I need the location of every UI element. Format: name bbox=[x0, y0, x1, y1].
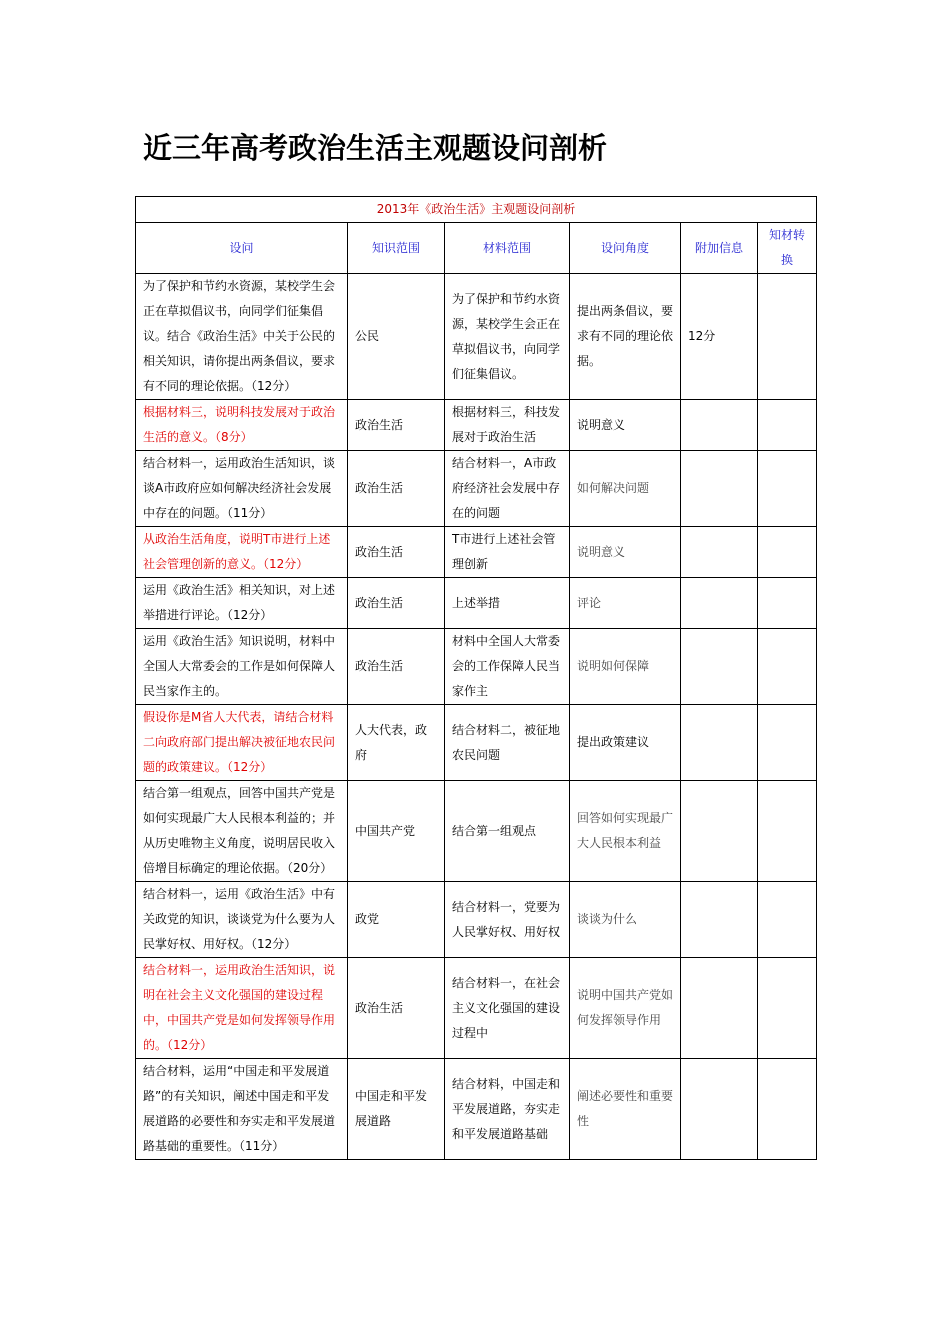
cell-material-scope: 根据材料三，科技发展对于政治生活 bbox=[445, 400, 570, 451]
table-caption: 2013年《政治生活》主观题设问剖析 bbox=[136, 197, 817, 223]
cell-question-angle: 说明意义 bbox=[570, 527, 681, 578]
cell-question-angle: 提出两条倡议，要求有不同的理论依据。 bbox=[570, 274, 681, 400]
cell-additional-info bbox=[681, 629, 758, 705]
cell-knowledge-material-conversion bbox=[758, 781, 817, 882]
cell-material-scope: 材料中全国人大常委会的工作保障人民当家作主 bbox=[445, 629, 570, 705]
page-title: 近三年高考政治生活主观题设问剖析 bbox=[143, 131, 608, 165]
cell-question-angle: 说明中国共产党如何发挥领导作用 bbox=[570, 958, 681, 1059]
cell-additional-info bbox=[681, 451, 758, 527]
table-row bbox=[136, 781, 817, 882]
cell-question: 结合材料，运用“中国走和平发展道路”的有关知识，阐述中国走和平发展道路的必要性和夯实走和平发展道路基础的重要性。（11分） bbox=[136, 1059, 348, 1160]
header-question: 设问 bbox=[136, 223, 348, 274]
cell-knowledge-scope: 人大代表，政府 bbox=[348, 705, 445, 781]
cell-knowledge-material-conversion bbox=[758, 400, 817, 451]
cell-knowledge-scope: 中国走和平发展道路 bbox=[348, 1059, 445, 1160]
cell-additional-info: 12分 bbox=[681, 274, 758, 400]
analysis-table bbox=[135, 196, 817, 1160]
cell-question-angle: 谈谈为什么 bbox=[570, 882, 681, 958]
cell-additional-info bbox=[681, 400, 758, 451]
cell-additional-info bbox=[681, 578, 758, 629]
table-row bbox=[136, 629, 817, 705]
cell-additional-info bbox=[681, 781, 758, 882]
table-row bbox=[136, 958, 817, 1059]
cell-material-scope: 结合材料二，被征地农民问题 bbox=[445, 705, 570, 781]
cell-question: 运用《政治生活》知识说明，材料中全国人大常委会的工作是如何保障人民当家作主的。 bbox=[136, 629, 348, 705]
table-row bbox=[136, 1059, 817, 1160]
header-knowledge-material-conversion: 知材转换 bbox=[758, 223, 817, 274]
cell-question-angle: 提出政策建议 bbox=[570, 705, 681, 781]
cell-question-angle: 评论 bbox=[570, 578, 681, 629]
cell-material-scope: T市进行上述社会管理创新 bbox=[445, 527, 570, 578]
header-question-angle: 设问角度 bbox=[570, 223, 681, 274]
table-row bbox=[136, 274, 817, 400]
table-caption-row bbox=[136, 197, 817, 223]
cell-knowledge-material-conversion bbox=[758, 882, 817, 958]
cell-knowledge-material-conversion bbox=[758, 578, 817, 629]
cell-question-angle: 说明如何保障 bbox=[570, 629, 681, 705]
cell-additional-info bbox=[681, 527, 758, 578]
cell-additional-info bbox=[681, 958, 758, 1059]
cell-knowledge-scope: 政治生活 bbox=[348, 958, 445, 1059]
cell-knowledge-material-conversion bbox=[758, 705, 817, 781]
cell-knowledge-scope: 政治生活 bbox=[348, 578, 445, 629]
cell-question: 为了保护和节约水资源，某校学生会正在草拟倡议书，向同学们征集倡议。结合《政治生活》中关于公民的相关知识，请你提出两条倡议，要求有不同的理论依据。（12分） bbox=[136, 274, 348, 400]
cell-knowledge-scope: 政治生活 bbox=[348, 400, 445, 451]
cell-material-scope: 结合材料一，A市政府经济社会发展中存在的问题 bbox=[445, 451, 570, 527]
cell-additional-info bbox=[681, 705, 758, 781]
cell-question: 结合材料一，运用《政治生活》中有关政党的知识，谈谈党为什么要为人民掌好权、用好权。（12分） bbox=[136, 882, 348, 958]
header-knowledge-scope: 知识范围 bbox=[348, 223, 445, 274]
cell-knowledge-scope: 中国共产党 bbox=[348, 781, 445, 882]
cell-knowledge-material-conversion bbox=[758, 1059, 817, 1160]
cell-knowledge-scope: 公民 bbox=[348, 274, 445, 400]
cell-knowledge-scope: 政治生活 bbox=[348, 527, 445, 578]
table-row bbox=[136, 527, 817, 578]
table-row bbox=[136, 705, 817, 781]
cell-knowledge-material-conversion bbox=[758, 451, 817, 527]
cell-question: 假设你是M省人大代表，请结合材料二向政府部门提出解决被征地农民问题的政策建议。（12分） bbox=[136, 705, 348, 781]
cell-material-scope: 结合材料，中国走和平发展道路，夯实走和平发展道路基础 bbox=[445, 1059, 570, 1160]
table-header-row bbox=[136, 223, 817, 274]
cell-knowledge-scope: 政治生活 bbox=[348, 629, 445, 705]
cell-knowledge-material-conversion bbox=[758, 629, 817, 705]
cell-material-scope: 结合材料一，在社会主义文化强国的建设过程中 bbox=[445, 958, 570, 1059]
cell-knowledge-material-conversion bbox=[758, 958, 817, 1059]
cell-knowledge-scope: 政党 bbox=[348, 882, 445, 958]
cell-additional-info bbox=[681, 882, 758, 958]
cell-question: 结合材料一，运用政治生活知识，说明在社会主义文化强国的建设过程中，中国共产党是如何发挥领导作用的。（12分） bbox=[136, 958, 348, 1059]
cell-knowledge-material-conversion bbox=[758, 274, 817, 400]
table-row bbox=[136, 400, 817, 451]
cell-question-angle: 阐述必要性和重要性 bbox=[570, 1059, 681, 1160]
cell-material-scope: 上述举措 bbox=[445, 578, 570, 629]
table-row bbox=[136, 578, 817, 629]
header-additional-info: 附加信息 bbox=[681, 223, 758, 274]
cell-question-angle: 如何解决问题 bbox=[570, 451, 681, 527]
cell-knowledge-scope: 政治生活 bbox=[348, 451, 445, 527]
table-row bbox=[136, 451, 817, 527]
cell-additional-info bbox=[681, 1059, 758, 1160]
cell-question-angle: 说明意义 bbox=[570, 400, 681, 451]
cell-question: 运用《政治生活》相关知识，对上述举措进行评论。（12分） bbox=[136, 578, 348, 629]
cell-knowledge-material-conversion bbox=[758, 527, 817, 578]
cell-question-angle: 回答如何实现最广大人民根本利益 bbox=[570, 781, 681, 882]
cell-material-scope: 结合第一组观点 bbox=[445, 781, 570, 882]
cell-question: 结合第一组观点，回答中国共产党是如何实现最广大人民根本利益的；并从历史唯物主义角度，说明居民收入倍增目标确定的理论依据。（20分） bbox=[136, 781, 348, 882]
cell-material-scope: 结合材料一，党要为人民掌好权、用好权 bbox=[445, 882, 570, 958]
cell-question: 结合材料一，运用政治生活知识，谈谈A市政府应如何解决经济社会发展中存在的问题。（11分） bbox=[136, 451, 348, 527]
cell-question: 从政治生活角度，说明T市进行上述社会管理创新的意义。（12分） bbox=[136, 527, 348, 578]
header-material-scope: 材料范围 bbox=[445, 223, 570, 274]
cell-question: 根据材料三，说明科技发展对于政治生活的意义。（8分） bbox=[136, 400, 348, 451]
table-row bbox=[136, 882, 817, 958]
cell-material-scope: 为了保护和节约水资源，某校学生会正在草拟倡议书，向同学们征集倡议。 bbox=[445, 274, 570, 400]
